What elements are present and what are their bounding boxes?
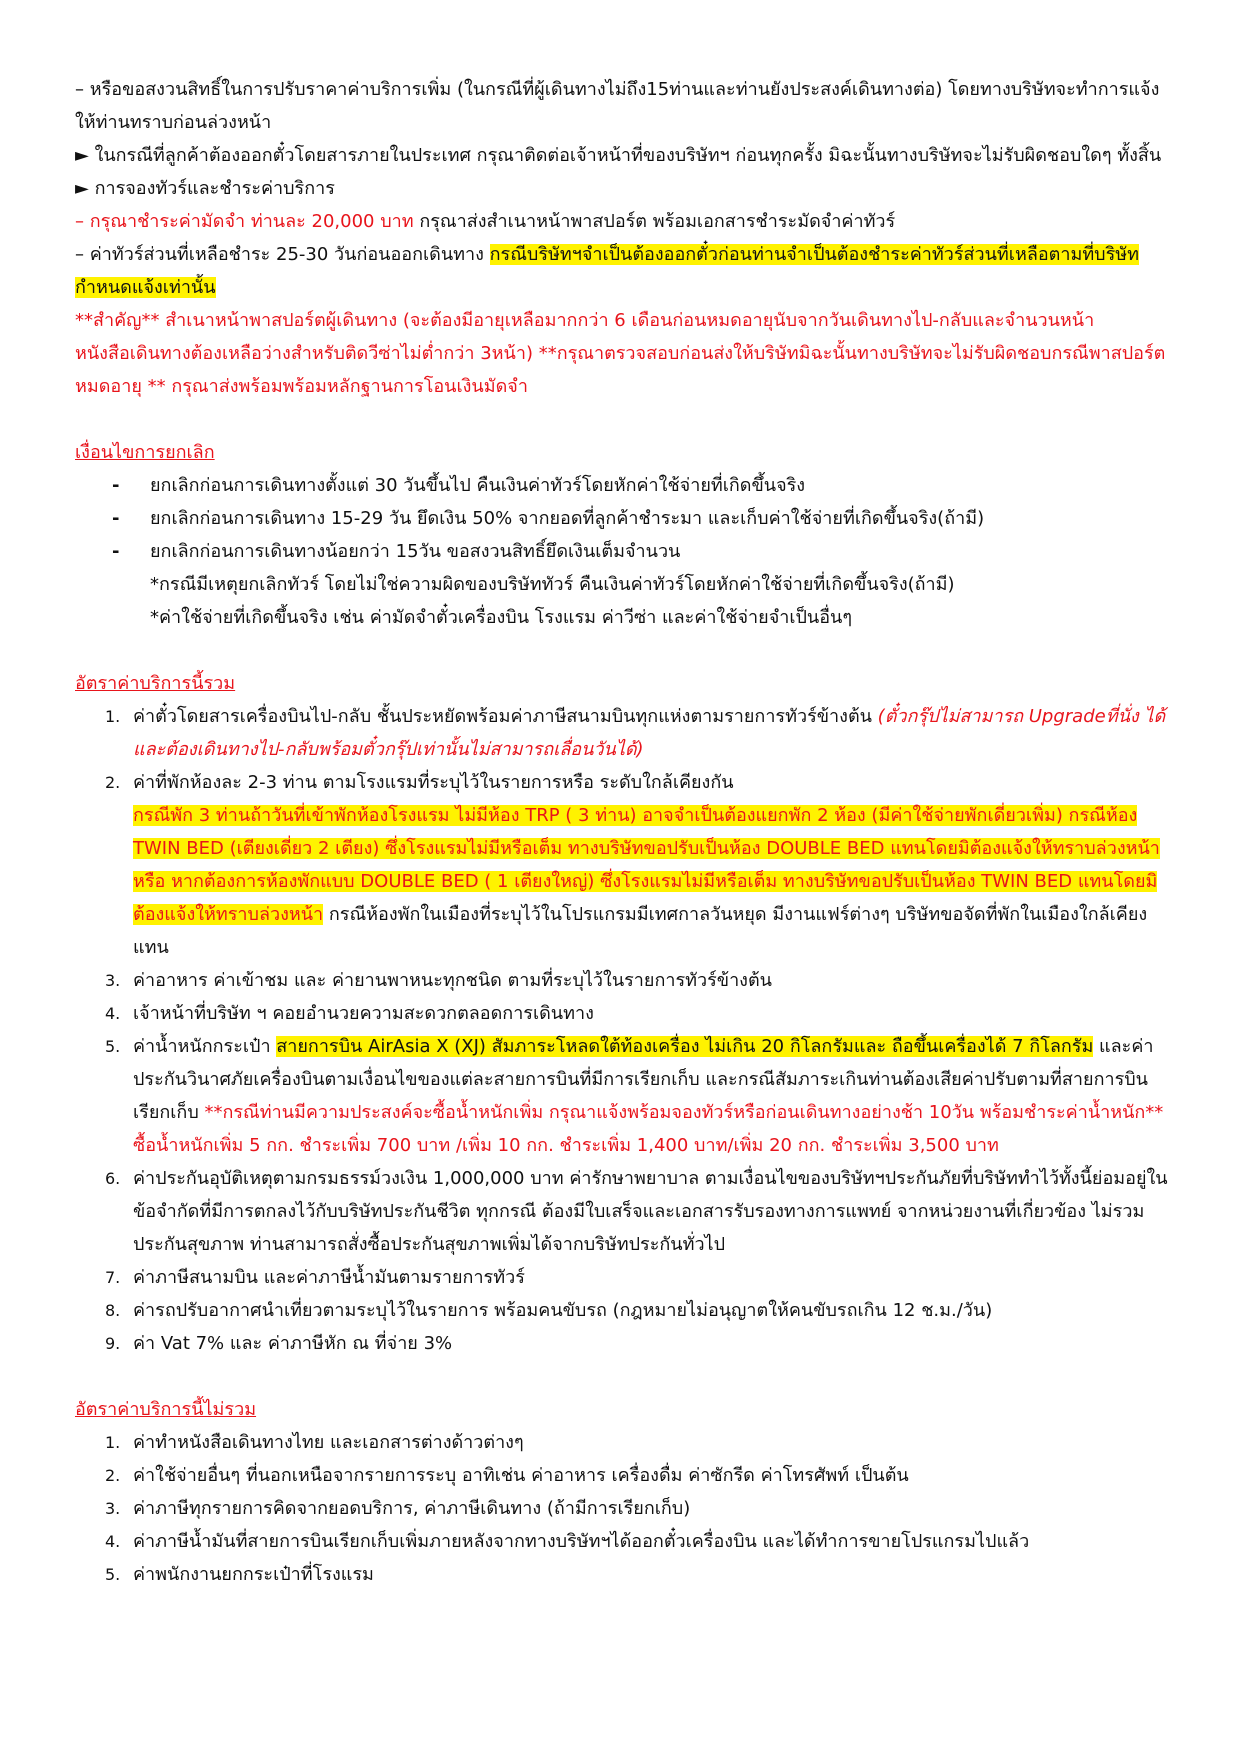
list-item <box>75 1261 1175 1294</box>
intro-line-3: ► การจองทัวร์และชำระค่าบริการ <box>75 178 335 199</box>
list-item <box>75 997 1175 1030</box>
item-number: 8. <box>105 1301 121 1320</box>
item-number: 1. <box>105 707 121 726</box>
included-item-text: ค่าที่พักห้องละ 2-3 ท่าน ตามโรงแรมที่ระบุไว้ในรายการหรือ ระดับใกล้เคียงกัน <box>133 772 734 793</box>
list-item <box>75 1327 1175 1360</box>
excluded-item-text: ค่าทำหนังสือเดินทางไทย และเอกสารต่างด้าวต่างๆ <box>133 1432 524 1453</box>
included-item-text: เจ้าหน้าที่บริษัท ฯ คอยอำนวยความสะดวกตลอดการเดินทาง <box>133 1003 594 1024</box>
item-number: 5. <box>105 1037 121 1056</box>
dash-bullet: - <box>112 475 120 496</box>
item-number: 6. <box>105 1169 121 1188</box>
excluded-item-text: ค่าภาษีทุกรายการคิดจากยอดบริการ, ค่าภาษีเดินทาง (ถ้ามีการเรียกเก็บ) <box>133 1498 691 1519</box>
balance-text: – ค่าทัวร์ส่วนที่เหลือชำระ 25-30 วันก่อนออกเดินทาง <box>75 244 490 265</box>
baggage-highlight: สายการบิน AirAsia X (XJ) สัมภาระโหลดใต้ท้องเครื่อง ไม่เกิน 20 กิโลกรัมและ ถือขึ้นเครื่องได้ 7 กิโลกรัม <box>276 1036 1094 1057</box>
included-item-text: ค่าอาหาร ค่าเข้าชม และ ค่ายานพาหนะทุกชนิด ตามที่ระบุไว้ในรายการทัวร์ข้างต้น <box>133 970 772 991</box>
balance-highlight-text: กรณีบริษัทฯจำเป็นต้องออกตั๋วก่อนท่านจำเป็นต้องชำระค่าทัวร์ส่วนที่เหลือตามที่บริษัทกำหนดแจ้งเท่านั้น <box>75 244 1140 298</box>
item-number: 5. <box>105 1565 121 1584</box>
baggage-price-note: ซื้อน้ำหนักเพิ่ม 5 กก. ชำระเพิ่ม 700 บาท /เพิ่ม 10 กก. ชำระเพิ่ม 1,400 บาท/เพิ่ม 20 กก. ชำระเพิ่ม 3,500 บาท <box>133 1135 999 1156</box>
list-item <box>75 1294 1175 1327</box>
item-number: 4. <box>105 1004 121 1023</box>
included-item-text: ค่าประกันอุบัติเหตุตามกรมธรรม์วงเงิน 1,000,000 บาท ค่ารักษาพยาบาล ตามเงื่อนไขของบริษัทฯประกันภัยที่บริษัททำไว้ทั้งนี้ย่อมอยู่ในข้อจำกัดที่มีการตกลงไว้กับบริษัทประกันชีวิต ทุกกรณี ต้องมีใบเสร็จและเอกสารรับรองทางการแพทย์ จากหน่วยงานที่เกี่ยวข้อง ไม่รวมประกันสุขภาพ ท่านสามารถสั่งซื้อประกันสุขภาพเพิ่มได้จากบริษัทประกันทั่วไป <box>133 1168 1168 1255</box>
list-item <box>75 469 1175 502</box>
item-number: 3. <box>105 971 121 990</box>
deposit-line <box>75 205 1175 238</box>
excluded-section-title: อัตราค่าบริการนี้ไม่รวม <box>75 1399 257 1420</box>
room-condition-highlight: กรณีพัก 3 ท่านถ้าวันที่เข้าพักห้องโรงแรม ไม่มีห้อง TRP ( 3 ท่าน) อาจจำเป็นต้องแยกพัก 2 ห้อง (มีค่าใช้จ่ายพักเดี่ยวเพิ่ม) กรณีห้อง TWIN BED (เตียงเดี่ยว 2 เตียง) ซึ่งโรงแรมไม่มีหรือเต็ม ทางบริษัทขอปรับเป็นห้อง DOUBLE BED แทนโดยมิต้องแจ้งให้ทราบล่วงหน้า หรือ หากต้องการห้องพักแบบ DOUBLE BED ( 1 เตียงใหญ่) ซึ่งโรงแรมไม่มีหรือเต็ม ทางบริษัทขอปรับเป็นห้อง TWIN BED แทนโดยมิต้องแจ้งให้ทราบล่วงหน้า <box>133 805 1160 925</box>
item-number: 7. <box>105 1268 121 1287</box>
list-item <box>75 502 1175 535</box>
list-item <box>75 1525 1175 1558</box>
list-item <box>75 535 1175 568</box>
cancel-note: *กรณีมีเหตุยกเลิกทัวร์ โดยไม่ใช่ความผิดของบริษัททัวร์ คืนเงินค่าทัวร์โดยหักค่าใช้จ่ายที่เกิดขึ้นจริง(ถ้ามี) <box>150 574 955 595</box>
intro-line-2: ► ในกรณีที่ลูกค้าต้องออกตั๋วโดยสารภายในประเทศ กรุณาติดต่อเจ้าหน้าที่ของบริษัทฯ ก่อนทุกครั้ง มิฉะนั้นทางบริษัทจะไม่รับผิดชอบใดๆ ทั้งสิ้น <box>75 145 1162 166</box>
item-number: 9. <box>105 1334 121 1353</box>
item-number: 2. <box>105 773 121 792</box>
included-item-text: และค่าประกันวินาศภัยเครื่องบินตามเงื่อนไขของแต่ละสายการบินที่มีการเรียกเก็บ และกรณีสัมภาระเกินท่านต้องเสียค่าปรับตามที่สายการบินเรียกเก็บ <box>133 1036 1154 1123</box>
included-item-text: ค่ารถปรับอากาศนำเที่ยวตามระบุไว้ในรายการ พร้อมคนขับรถ (กฎหมายไม่อนุญาตให้คนขับรถเกิน 12 ช.ม./วัน) <box>133 1300 993 1321</box>
list-item <box>75 700 1175 766</box>
included-item-text: ค่า Vat 7% และ ค่าภาษีหัก ณ ที่จ่าย 3% <box>133 1333 453 1354</box>
dash-bullet: - <box>112 541 120 562</box>
list-item <box>75 1030 1175 1162</box>
cancel-note: *ค่าใช้จ่ายที่เกิดขึ้นจริง เช่น ค่ามัดจำตั๋วเครื่องบิน โรงแรม ค่าวีซ่า และค่าใช้จ่ายจำเป็นอื่นๆ <box>150 607 853 628</box>
baggage-red-note: **กรณีท่านมีความประสงค์จะซื้อน้ำหนักเพิ่ม กรุณาแจ้งพร้อมจองทัวร์หรือก่อนเดินทางอย่างช้า 10วัน พร้อมชำระค่าน้ำหนัก** <box>204 1102 1164 1123</box>
included-item-text: ค่าน้ำหนักกระเป๋า <box>133 1036 277 1057</box>
item-number: 3. <box>105 1499 121 1518</box>
list-item <box>75 1492 1175 1525</box>
excluded-list <box>75 1426 1175 1591</box>
list-item <box>75 1558 1175 1591</box>
list-item <box>75 1459 1175 1492</box>
included-list <box>75 700 1175 1360</box>
included-item-text: ค่าภาษีสนามบิน และค่าภาษีน้ำมันตามรายการทัวร์ <box>133 1267 525 1288</box>
list-item <box>75 1162 1175 1261</box>
intro-line-1: – หรือขอสงวนสิทธิ์ในการปรับราคาค่าบริการเพิ่ม (ในกรณีที่ผู้เดินทางไม่ถึง15ท่านและท่านยังประสงค์เดินทางต่อ) โดยทางบริษัทจะทำการแจ้งให้ท่านทราบก่อนล่วงหน้า <box>75 79 1160 133</box>
deposit-amount-text: – กรุณาชำระค่ามัดจำ ท่านละ 20,000 บาท <box>75 211 414 232</box>
document-page <box>75 73 1175 1591</box>
included-item-text: กรณีห้องพักในเมืองที่ระบุไว้ในโปรแกรมมีเทศกาลวันหยุด มีงานแฟร์ต่างๆ บริษัทขอจัดที่พักในเมืองใกล้เคียงแทน <box>133 904 1148 958</box>
included-item-red-note: (ตั๋วกรุ๊ปไม่สามารถ Upgradeที่นั่ง ได้ และต้องเดินทางไป-กลับพร้อมตั๋วกรุ๊ปเท่านั้นไม่สามารถเลื่อนวันได้) <box>133 706 1166 760</box>
cancel-item-text: ยกเลิกก่อนการเดินทางตั้งแต่ 30 วันขึ้นไป คืนเงินค่าทัวร์โดยหักค่าใช้จ่ายที่เกิดขึ้นจริง <box>150 475 806 496</box>
cancel-item-text: ยกเลิกก่อนการเดินทางน้อยกว่า 15วัน ขอสงวนสิทธิ์ยึดเงินเต็มจำนวน <box>150 541 681 562</box>
list-item <box>75 766 1175 964</box>
list-item <box>75 964 1175 997</box>
dash-bullet: - <box>112 508 120 529</box>
excluded-item-text: ค่าภาษีน้ำมันที่สายการบินเรียกเก็บเพิ่มภายหลังจากทางบริษัทฯได้ออกตั๋วเครื่องบิน และได้ทำการขายโปรแกรมไปแล้ว <box>133 1531 1030 1552</box>
passport-important-note: **สำคัญ** สำเนาหน้าพาสปอร์ตผู้เดินทาง (จะต้องมีอายุเหลือมากกว่า 6 เดือนก่อนหมดอายุนับจากวันเดินทางไป-กลับและจำนวนหน้าหนังสือเดินทางต้องเหลือว่างสำหรับติดวีซ่าไม่ต่ำกว่า 3หน้า) **กรุณาตรวจสอบก่อนส่งให้บริษัทมิฉะนั้นทางบริษัทจะไม่รับผิดชอบกรณีพาสปอร์ตหมดอายุ ** กรุณาส่งพร้อมพร้อมหลักฐานการโอนเงินมัดจำ <box>75 310 1166 397</box>
item-number: 2. <box>105 1466 121 1485</box>
cancel-item-text: ยกเลิกก่อนการเดินทาง 15-29 วัน ยึดเงิน 50% จากยอดที่ลูกค้าชำระมา และเก็บค่าใช้จ่ายที่เกิดขึ้นจริง(ถ้ามี) <box>150 508 985 529</box>
excluded-item-text: ค่าใช้จ่ายอื่นๆ ที่นอกเหนือจากรายการระบุ อาทิเช่น ค่าอาหาร เครื่องดื่ม ค่าซักรีด ค่าโทรศัพท์ เป็นต้น <box>133 1465 909 1486</box>
item-number: 1. <box>105 1433 121 1452</box>
deposit-instruction-text: กรุณาส่งสำเนาหน้าพาสปอร์ต พร้อมเอกสารชำระมัดจำค่าทัวร์ <box>413 211 896 232</box>
cancel-list <box>75 469 1175 568</box>
included-item-text: ค่าตั๋วโดยสารเครื่องบินไป-กลับ ชั้นประหยัดพร้อมค่าภาษีสนามบินทุกแห่งตามรายการทัวร์ข้างต้น <box>133 706 878 727</box>
item-number: 4. <box>105 1532 121 1551</box>
excluded-item-text: ค่าพนักงานยกกระเป๋าที่โรงแรม <box>133 1564 374 1585</box>
cancel-section-title: เงื่อนไขการยกเลิก <box>75 442 215 463</box>
balance-line <box>75 238 1175 304</box>
included-section-title: อัตราค่าบริการนี้รวม <box>75 673 236 694</box>
list-item <box>75 1426 1175 1459</box>
